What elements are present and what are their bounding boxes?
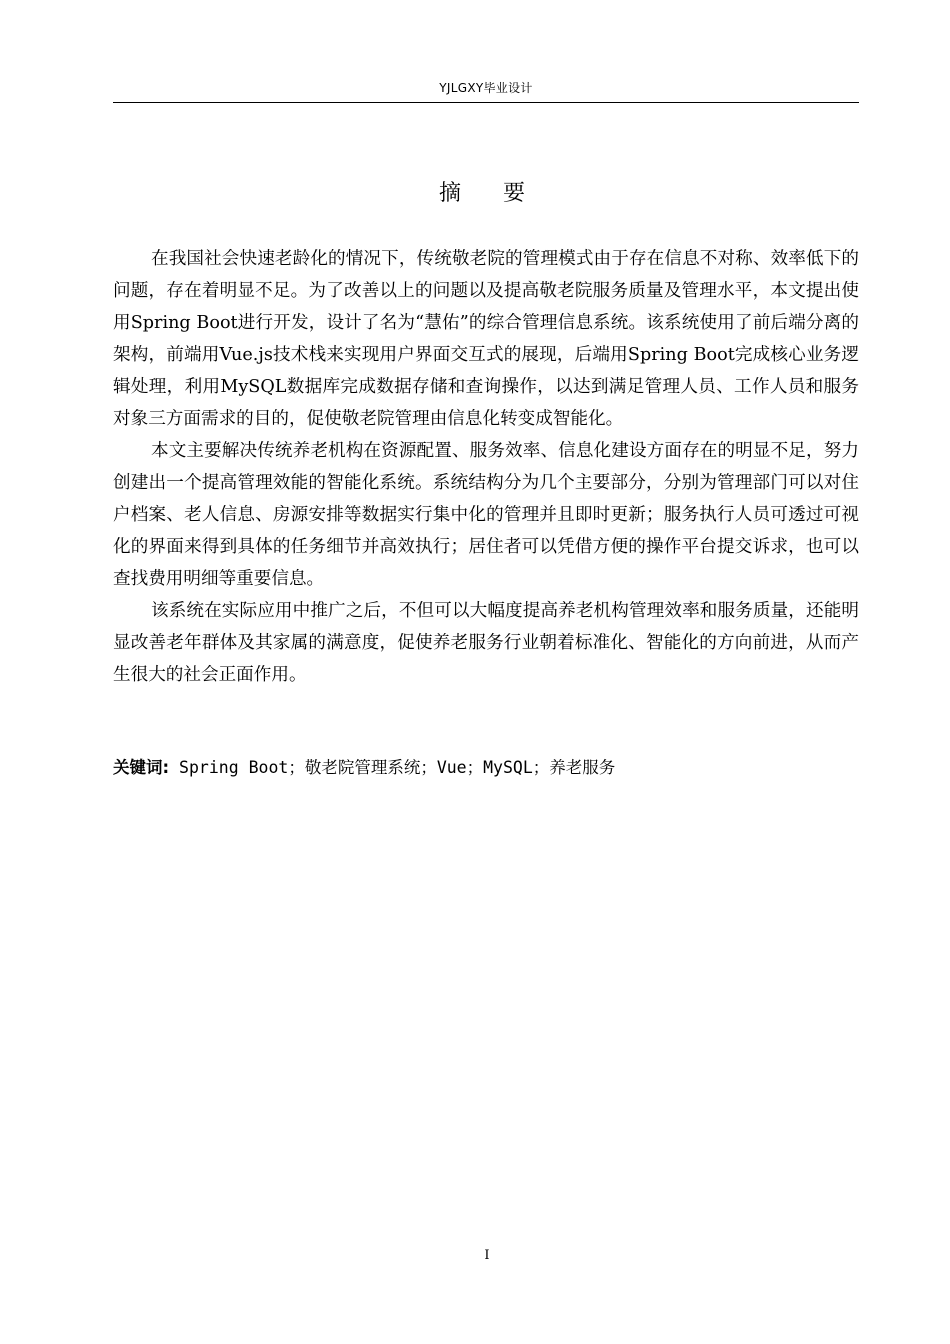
abstract-paragraph-2: 本文主要解决传统养老机构在资源配置、服务效率、信息化建设方面存在的明显不足，努力创建出一个提高管理效能的智能化系统。系统结构分为几个主要部分，分别为管理部门可以对住户档案、老人信息、房源安排等数据实行集中化的管理并且即时更新；服务执行人员可透过可视化的界面来得到具体的任务细节并高效执行；居住者可以凭借方便的操作平台提交诉求，也可以查找费用明细等重要信息。	[113, 441, 859, 589]
keywords-value: Spring Boot；敬老院管理系统；Vue；MySQL；养老服务	[169, 758, 616, 777]
keywords-line	[113, 754, 859, 782]
abstract-paragraph-3: 该系统在实际应用中推广之后，不但可以大幅度提高养老机构管理效率和服务质量，还能明显改善老年群体及其家属的满意度，促使养老服务行业朝着标准化、智能化的方向前进，从而产生很大的社会正面作用。	[113, 601, 859, 685]
title-char-1: 摘	[438, 181, 469, 206]
page-number: I	[484, 1248, 490, 1263]
page-header	[113, 78, 859, 103]
keywords-label: 关键词:	[113, 758, 170, 777]
header-text: YJLGXY毕业设计	[439, 81, 533, 95]
abstract-title	[113, 178, 859, 210]
title-char-2: 要	[503, 181, 534, 206]
abstract-paragraph-1: 在我国社会快速老龄化的情况下，传统敬老院的管理模式由于存在信息不对称、效率低下的问题，存在着明显不足。为了改善以上的问题以及提高敬老院服务质量及管理水平，本文提出使用Spring Boot进行开发，设计了名为“慧佑”的综合管理信息系统。该系统使用了前后端分离的架构，前端用Vue.js技术栈来实现用户界面交互式的展现，后端用Spring Boot完成核心业务逻辑处理，利用MySQL数据库完成数据存储和查询操作，以达到满足管理人员、工作人员和服务对象三方面需求的目的，促使敬老院管理由信息化转变成智能化。	[113, 249, 859, 429]
abstract-body	[113, 243, 859, 691]
